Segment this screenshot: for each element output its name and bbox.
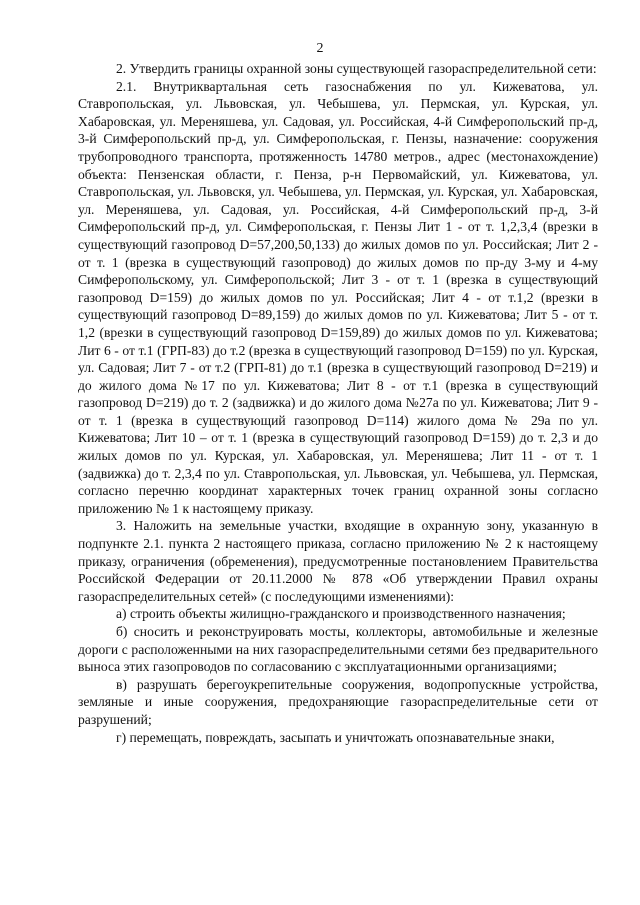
restriction-item-a: а) строить объекты жилищно-гражданского и производственного назначения; bbox=[116, 606, 566, 622]
paragraph-2-boundaries: 2. Утвердить границы охранной зоны существующей газораспределительной сети: bbox=[116, 61, 597, 76]
document-body bbox=[78, 60, 598, 746]
restriction-item-g: г) перемещать, повреждать, засыпать и уничтожать опознавательные знаки, bbox=[116, 729, 555, 745]
paragraph-2-1-gas-network: 2.1. Внутриквартальная сеть газоснабжения по ул. Кижеватова, ул. Ставропольская, ул. Львовская, ул. Чебышева, ул. Пермская, ул. Курская, ул. Хабаровская, ул. Мереняшева, ул. Садовая, ул. Российская, 4-й Симферопольский пр-д, 3-й Симферопольский пр-д, ул. Симферопольская, г. Пензы, назначение: сооружения трубопроводного транспорта, протяженность 14780 метров., адрес (местонахождение) объекта: Пензенская области, г. Пенза, р-н Первомайский, ул. Кижеватова, ул. Ставропольская, ул. Львовскя, ул. Чебышева, ул. Пермская, ул. Курская, ул. Хабаровская, ул. Мереняшева, ул. Садовая, ул. Российская, 4-й Симферопольский пр-д, 3-й Симферопольский пр-д, ул. Симферопольская, г. Пензы Лит 1 - от т. 1,2,3,4 (врезки в существующий газопровод D=57,200,50,133) до жилых домов по ул. Российская; Лит 2 - от т. 1 (врезка в существующий газопровод) до жилых домов по пр-ду 3-му и 4-му Симферопольскому, ул. Симферопольской; Лит 3 - от т. 1 (врезка в существующий газопровод D=159) до жилых домов по ул. Российская; Лит 4 - от т.1,2 (врезки в существующий газопровод D=89,159) до жилых домов по ул. Кижеватова; Лит 5 - от т. 1,2 (врезки в существующий газопровод D=159,89) до жилых домов по ул. Кижеватова; Лит 6 - от т.1 (ГРП-83) до т.2 (врезка в существующий газопровод D=159) по ул. Курская, ул. Садовая; Лит 7 - от т.2 (ГРП-81) до т.1 (врезка в существующий газопровод D=219) и до жилого дома №17 по ул. Кижеватова; Лит 8 - от т.1 (врезка в существующий газопровод D=219) до т. 2 (задвижка) и до жилого дома №27а по ул. Кижеватова; Лит 9 - от т. 1 (врезка в существующий газопровод D=114) жилого дома № 29а по ул. Кижеватова; Лит 10 – от т. 1 (врезка в существующий газопровод D=159) до т. 2,3 и до жилых домов по ул. Курская, ул. Хабаровская, ул. Мереняшева; Лит 11 - от т. 1 (задвижка) до т. 2,3,4 по ул. Ставропольская, ул. Львовская, ул. Чебышева, ул. Пермская, согласно перечню координат характерных точек границ охранной зоны согласно приложению № 1 к настоящему приказу. bbox=[78, 78, 598, 516]
restriction-item-b: б) сносить и реконструировать мосты, коллекторы, автомобильные и железные дороги с расположенными на них газораспределительными сетями без предварительного выноса этих газопроводов по согласованию с эксплуатационными организациями; bbox=[78, 624, 598, 675]
paragraph-3-restrictions: 3. Наложить на земельные участки, входящие в охранную зону, указанную в подпункте 2.1. пункта 2 настоящего приказа, согласно приложению № 2 к настоящему приказу, ограничения (обременения), предусмотренные постановлением Правительства Российской Федерации от 20.11.2000 № 878 «Об утверждении Правил охраны газораспределительных сетей» (с последующими изменениями): bbox=[78, 518, 598, 604]
page-number: 2 bbox=[316, 41, 324, 56]
restriction-item-v: в) разрушать берегоукрепительные сооружения, водопропускные устройства, земляные и иные сооружения, предохраняющие газораспределительные сети от разрушений; bbox=[78, 676, 598, 727]
